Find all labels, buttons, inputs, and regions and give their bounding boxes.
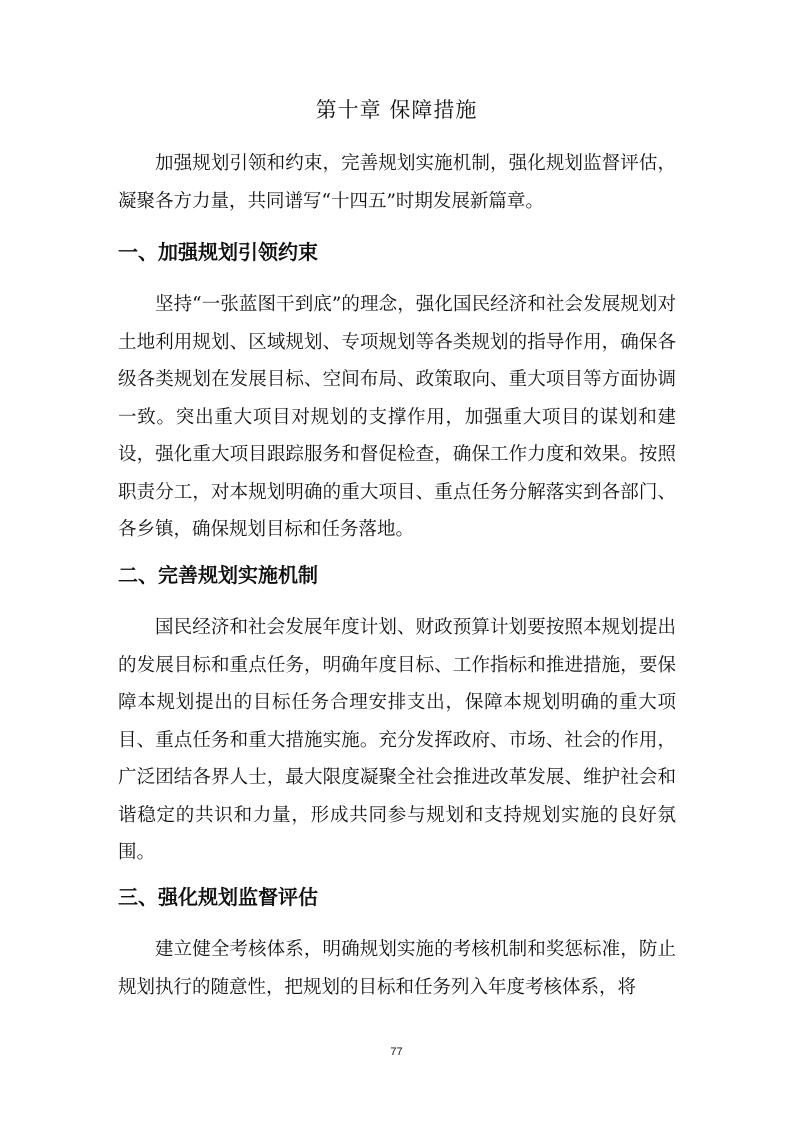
chapter-intro-paragraph: 加强规划引领和约束，完善规划实施机制，强化规划监督评估，凝聚各方力量，共同谱写“十四五”时期发展新篇章。 — [118, 153, 676, 212]
section-heading-1: 一、加强规划引领约束 — [118, 240, 318, 264]
section-body-1: 坚持“一张蓝图干到底”的理念，强化国民经济和社会发展规划对土地利用规划、区域规划、专项规划等各类规划的指导作用，确保各级各类规划在发展目标、空间布局、政策取向、重大项目等方面协调一致。突出重大项目对规划的支撑作用，加强重大项目的谋划和建设，强化重大项目跟踪服务和督促检查，确保工作力度和效果。按照职责分工，对本规划明确的重大项目、重点任务分解落实到各部门、各乡镇，确保规划目标和任务落地。 — [118, 294, 676, 540]
section-body-2: 国民经济和社会发展年度计划、财政预算计划要按照本规划提出的发展目标和重点任务，明确年度目标、工作指标和推进措施，要保障本规划提出的目标任务合理安排支出，保障本规划明确的重大项目、重点任务和重大措施实施。充分发挥政府、市场、社会的作用，广泛团结各界人士，最大限度凝聚全社会推进改革发展、维护社会和谐稳定的共识和力量，形成共同参与规划和支持规划实施的良好氛围。 — [118, 617, 676, 863]
section-heading-3: 三、强化规划监督评估 — [118, 885, 318, 909]
page-number: 77 — [390, 1046, 403, 1058]
chapter-title: 第十章 保障措施 — [315, 98, 478, 122]
section-body-3: 建立健全考核体系，明确规划实施的考核机制和奖惩标准，防止规划执行的随意性，把规划的目标和任务列入年度考核体系，将 — [118, 939, 676, 998]
section-heading-2: 二、完善规划实施机制 — [118, 563, 318, 587]
